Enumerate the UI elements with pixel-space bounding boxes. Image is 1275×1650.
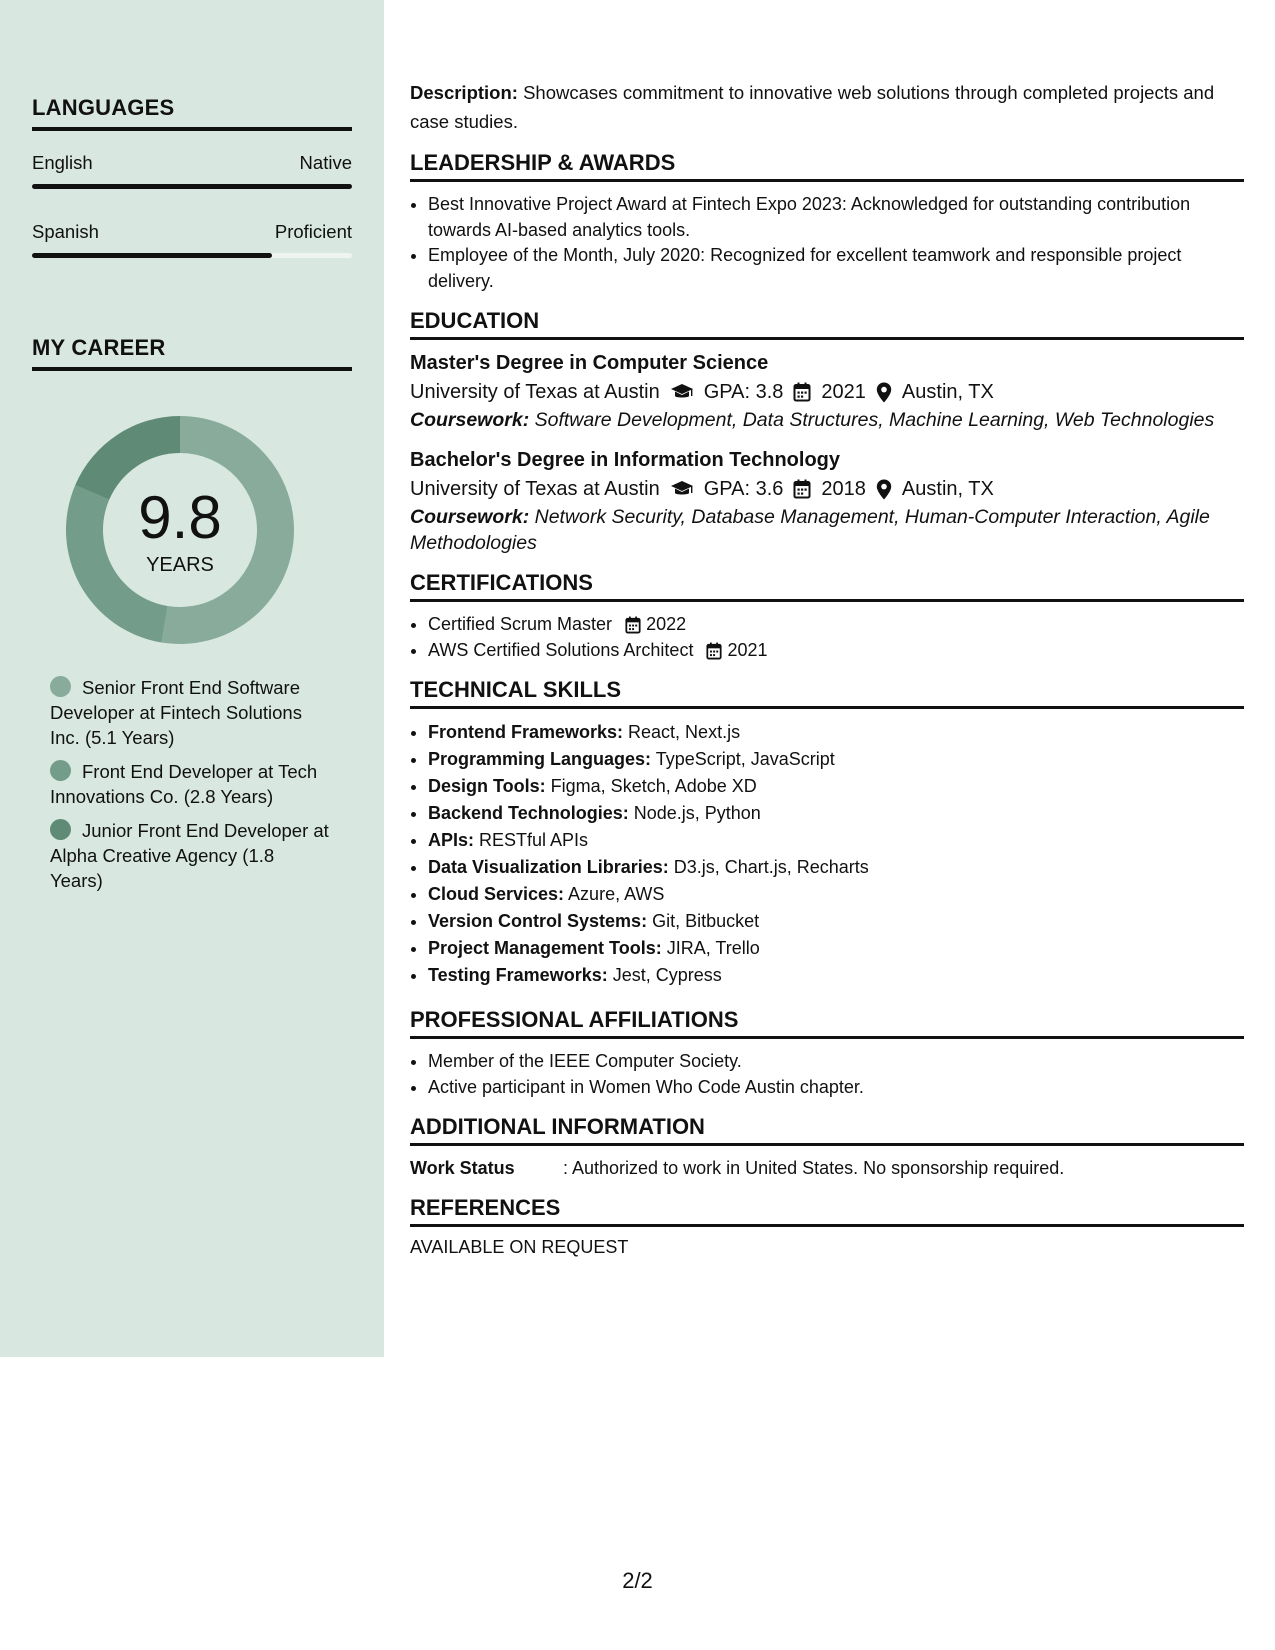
references-text: AVAILABLE ON REQUEST [410, 1237, 629, 1257]
language-bar-spanish [32, 253, 352, 258]
donut-segment-3 [75, 416, 180, 500]
school-name: University of Texas at Austin [410, 478, 660, 500]
degree-title: Master's Degree in Computer Science [410, 352, 769, 374]
project-description [410, 78, 1244, 136]
legend-dot-icon [50, 760, 71, 781]
certification-year: 2021 [727, 639, 768, 660]
language-english [32, 152, 352, 174]
coursework-text: Network Security, Database Management, Human-Computer Interaction, Agile Methodologies [410, 506, 1210, 554]
certification-name: Certified Scrum Master [428, 614, 613, 634]
certifications-list [410, 612, 1244, 663]
skill-value: React, Next.js [623, 722, 741, 742]
list-item [428, 638, 1244, 664]
skill-label: Testing Frameworks: [428, 965, 608, 985]
list-item: • Best Innovative Project Award at Fintech Expo 2023: Acknowledged for outstanding contribution towards AI-based analytics tools. [428, 192, 1244, 243]
list-item: • Member of the IEEE Computer Society. [428, 1049, 1244, 1075]
list-item: • Active participant in Women Who Code Austin chapter. [428, 1075, 1244, 1101]
skill-item [428, 854, 1244, 881]
skill-label: Design Tools: [428, 776, 546, 796]
main-content [410, 78, 1244, 1258]
description-label: Description: [410, 82, 518, 103]
skill-label: Version Control Systems: [428, 911, 648, 931]
graduation-cap-icon [670, 383, 694, 401]
skills-heading: TECHNICAL SKILLS [410, 677, 1244, 709]
location: Austin, TX [901, 478, 994, 500]
career-list [50, 675, 330, 902]
language-bar-english [32, 184, 352, 189]
calendar-icon [625, 614, 641, 634]
references-heading: REFERENCES [410, 1195, 1244, 1227]
skill-value: JIRA, Trello [661, 938, 760, 958]
career-heading: MY CAREER [32, 335, 352, 371]
skill-value: Git, Bitbucket [647, 911, 760, 931]
donut-segment-1 [162, 416, 294, 644]
graduation-cap-icon [670, 480, 694, 498]
skill-label: Data Visualization Libraries: [428, 857, 669, 877]
certification-name: AWS Certified Solutions Architect [428, 639, 694, 660]
work-status-row [410, 1156, 1244, 1181]
skill-value: Node.js, Python [628, 803, 761, 823]
gpa: GPA: 3.6 [703, 478, 784, 500]
skill-label: Programming Languages: [428, 749, 652, 769]
skill-value: Azure, AWS [564, 884, 665, 904]
location: Austin, TX [901, 381, 994, 403]
career-item [50, 675, 330, 750]
list-item: • Employee of the Month, July 2020: Recognized for excellent teamwork and responsible project delivery. [428, 243, 1244, 294]
coursework [410, 407, 1244, 433]
career-item [50, 759, 330, 809]
skill-item [428, 746, 1244, 773]
calendar-icon [793, 382, 811, 402]
skill-item [428, 773, 1244, 800]
education-entry [410, 350, 1244, 433]
additional-info-heading: ADDITIONAL INFORMATION [410, 1114, 1244, 1146]
school-name: University of Texas at Austin [410, 381, 660, 403]
career-donut-chart [66, 416, 294, 644]
education-meta [410, 474, 1244, 504]
language-level: Proficient [274, 221, 352, 242]
language-bar-fill [32, 253, 272, 258]
graduation-year: 2018 [821, 478, 866, 500]
leadership-heading: LEADERSHIP & AWARDS [410, 150, 1244, 182]
leadership-list [410, 192, 1244, 294]
skill-item [428, 881, 1244, 908]
education-meta [410, 377, 1244, 407]
education-heading: EDUCATION [410, 308, 1244, 340]
affiliations-heading: PROFESSIONAL AFFILIATIONS [410, 1007, 1244, 1039]
languages-heading: LANGUAGES [32, 95, 352, 131]
work-status-label: Work Status [410, 1158, 515, 1178]
certifications-heading: CERTIFICATIONS [410, 570, 1244, 602]
skill-value: RESTful APIs [474, 830, 589, 850]
donut-segment-2 [66, 485, 168, 642]
coursework-label: Coursework: [410, 409, 530, 431]
degree-title: Bachelor's Degree in Information Technology [410, 449, 841, 471]
language-spanish [32, 221, 352, 243]
sidebar [0, 0, 384, 1357]
skill-label: Cloud Services: [428, 884, 565, 904]
skills-list [410, 719, 1244, 989]
map-pin-icon [876, 382, 892, 403]
skill-label: Backend Technologies: [428, 803, 629, 823]
skill-label: APIs: [428, 830, 475, 850]
coursework-label: Coursework: [410, 506, 530, 528]
skill-value: TypeScript, JavaScript [651, 749, 835, 769]
language-bar-fill [32, 184, 352, 189]
certification-year: 2022 [646, 614, 687, 634]
work-status-value: : Authorized to work in United States. No sponsorship required. [563, 1158, 1065, 1178]
calendar-icon [793, 479, 811, 499]
affiliations-list [410, 1049, 1244, 1100]
skill-item [428, 827, 1244, 854]
skill-item [428, 962, 1244, 989]
education-entry [410, 447, 1244, 556]
skill-value: Figma, Sketch, Adobe XD [545, 776, 757, 796]
career-item [50, 818, 330, 893]
skill-item [428, 800, 1244, 827]
career-item-label: Senior Front End Software Developer at Fintech Solutions Inc. (5.1 Years) [50, 677, 302, 748]
career-item-label: Junior Front End Developer at Alpha Creative Agency (1.8 Years) [50, 820, 329, 891]
coursework-text: Software Development, Data Structures, Machine Learning, Web Technologies [529, 409, 1215, 431]
description-text: Showcases commitment to innovative web solutions through completed projects and case studies. [410, 82, 1215, 132]
calendar-icon [706, 640, 722, 660]
skill-item [428, 935, 1244, 962]
legend-dot-icon [50, 676, 71, 697]
language-name: Spanish [32, 221, 99, 242]
skill-value: D3.js, Chart.js, Recharts [668, 857, 869, 877]
language-name: English [32, 152, 93, 173]
gpa: GPA: 3.8 [703, 381, 784, 403]
coursework [410, 504, 1244, 556]
career-total-value: 9.8 [138, 483, 222, 551]
legend-dot-icon [50, 819, 71, 840]
career-total-unit: YEARS [146, 553, 214, 576]
graduation-year: 2021 [821, 381, 866, 403]
map-pin-icon [876, 479, 892, 500]
skill-item [428, 908, 1244, 935]
page-number: 2/2 [622, 1568, 653, 1593]
list-item [428, 612, 1244, 638]
skill-item [428, 719, 1244, 746]
skill-label: Project Management Tools: [428, 938, 662, 958]
skill-label: Frontend Frameworks: [428, 722, 624, 742]
language-level: Native [299, 152, 352, 173]
career-item-label: Front End Developer at Tech Innovations Co. (2.8 Years) [50, 761, 318, 807]
skill-value: Jest, Cypress [607, 965, 722, 985]
